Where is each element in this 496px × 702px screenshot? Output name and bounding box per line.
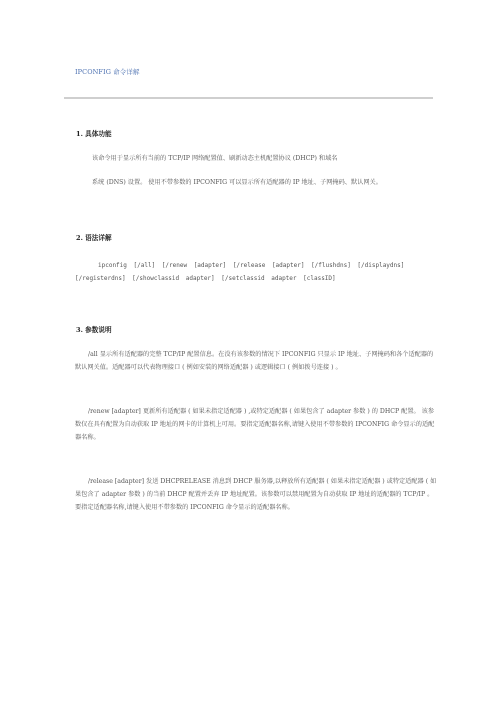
param-renew: /renew [adapter] 更新所有适配器 ( 如果未指定适配器 ) ,或特定适配器 ( 如果包含了 adapter 参数 ) 的 DHCP 配置。 该参数仅在具有配置为自动获取 IP 地址的网卡的计算机上可用。要指定适配器名称,请键入使用不带参数的 IPCONFIG 命令显示的适配器名称。 bbox=[75, 408, 435, 441]
section-heading-params: 3. 参数说明 bbox=[76, 326, 112, 334]
document-title: IPCONFIG 命令详解 bbox=[75, 68, 140, 76]
param-release: /release [adapter] 发送 DHCPRELEASE 消息到 DHCP 服务器,以释放所有适配器 ( 如果未指定适配器 ) 或特定适配器 ( 如果包含了 adapter 参数 ) 的当前 DHCP 配置并丢弃 IP 地址配置。该参数可以禁用配置为自动获取 IP 地址的适配器的 TCP/IP 。要指定适配器名称,请键入使用不带参数的 IPCONFIG 命令显示的适配器名称。 bbox=[75, 478, 437, 511]
paragraph-function-line2: 系统 (DNS) 设置。 使用不带参数的 IPCONFIG 可以显示所有适配器的 IP 地址、子网掩码、默认网关。 bbox=[92, 179, 382, 186]
paragraph-function-line1: 该命令用于显示所有当前的 TCP/IP 网络配置值、刷新动态主机配置协议 (DHCP) 和域名 bbox=[92, 155, 338, 162]
param-all: /all 显示所有适配器的完整 TCP/IP 配置信息。在没有该参数的情况下 IPCONFIG 只显示 IP 地址、子网掩码和各个适配器的默认网关值。适配器可以代表物理接口 ( 例如安装的网络适配器 ) 或逻辑接口 ( 例如拨号连接 ) 。 bbox=[75, 351, 434, 371]
syntax-block: ipconfig [/all] [/renew [adapter] [/release [adapter] [/flushdns] [/displaydns] [/registerdns] [/showclassid adapter] [/setclassid adapter [classID] bbox=[75, 262, 405, 282]
title-divider bbox=[64, 97, 433, 99]
section-heading-function: 1. 具体功能 bbox=[76, 130, 112, 138]
section-heading-syntax: 2. 语法详解 bbox=[76, 234, 112, 242]
